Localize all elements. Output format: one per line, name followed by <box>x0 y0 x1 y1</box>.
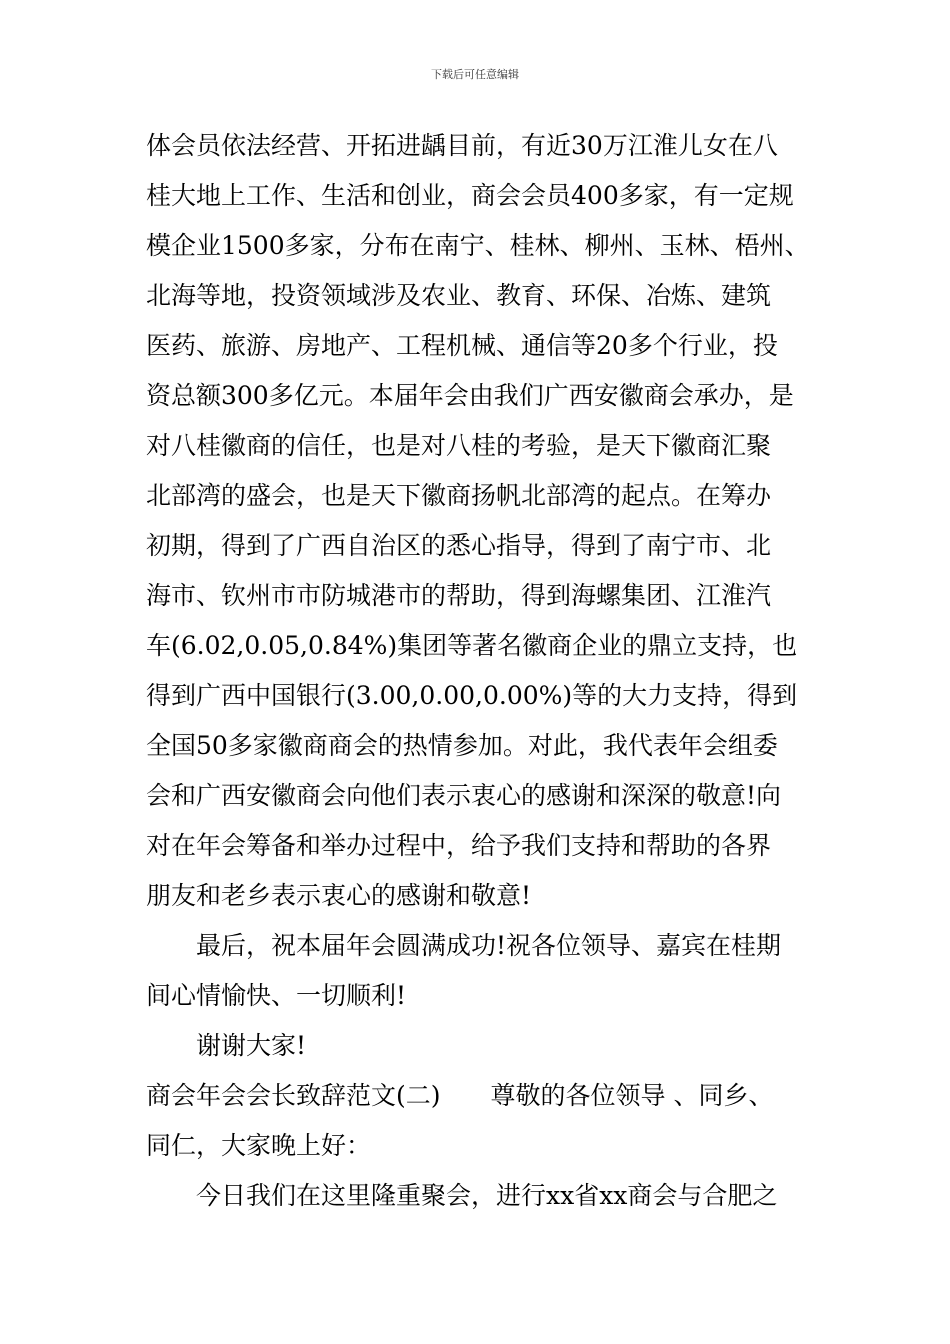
paragraph-line: 北部湾的盛会，也是天下徽商扬帆北部湾的起点。在筹办 <box>146 481 772 510</box>
paragraph-line: 体会员依法经营、开拓进龋目前，有近30万江淮儿女在八 <box>146 131 778 160</box>
paragraph-line: 模企业1500多家，分布在南宁、桂林、柳州、玉林、梧州、 <box>146 231 810 260</box>
paragraph-line: 海市、钦州市市防城港市的帮助，得到海螺集团、江淮汽 <box>146 581 772 610</box>
closing-thanks-line: 谢谢大家! <box>196 1031 307 1060</box>
paragraph-line: 今日我们在这里隆重聚会，进行xx省xx商会与合肥之 <box>196 1181 778 1210</box>
paragraph-line: 资总额300多亿元。本届年会由我们广西安徽商会承办，是 <box>146 381 794 410</box>
document-body <box>146 127 816 1227</box>
paragraph-line: 桂大地上工作、生活和创业，商会会员400多家，有一定规 <box>146 181 794 210</box>
paragraph-line: 得到广西中国银行(3.00,0.00,0.00%)等的大力支持，得到 <box>146 681 798 710</box>
paragraph-line: 会和广西安徽商会向他们表示衷心的感谢和深深的敬意!向 <box>146 781 782 810</box>
greeting-line: 同仁，大家晚上好： <box>146 1131 372 1160</box>
paragraph-line: 朋友和老乡表示衷心的感谢和敬意! <box>146 881 532 910</box>
paragraph-line: 最后，祝本届年会圆满成功!祝各位领导、嘉宾在桂期 <box>196 931 782 960</box>
page-header-note: 下载后可任意编辑 <box>431 68 519 81</box>
paragraph-line: 间心情愉快、一切顺利! <box>146 981 407 1010</box>
paragraph-line: 车(6.02,0.05,0.84%)集团等著名徽商企业的鼎立支持，也 <box>146 631 798 660</box>
paragraph-line: 对八桂徽商的信任，也是对八桂的考验，是天下徽商汇聚 <box>146 431 772 460</box>
paragraph-line: 北海等地，投资领域涉及农业、教育、环保、冶炼、建筑 <box>146 281 772 310</box>
paragraph-line: 对在年会筹备和举办过程中，给予我们支持和帮助的各界 <box>146 831 772 860</box>
paragraph-line: 初期，得到了广西自治区的悉心指导，得到了南宁市、北 <box>146 531 772 560</box>
paragraph-line: 全国50多家徽商商会的热情参加。对此，我代表年会组委 <box>146 731 778 760</box>
paragraph-line: 医药、旅游、房地产、工程机械、通信等20多个行业，投 <box>146 331 778 360</box>
section-heading-line: 商会年会会长致辞范文(二) 尊敬的各位领导 、同乡、 <box>146 1081 774 1110</box>
